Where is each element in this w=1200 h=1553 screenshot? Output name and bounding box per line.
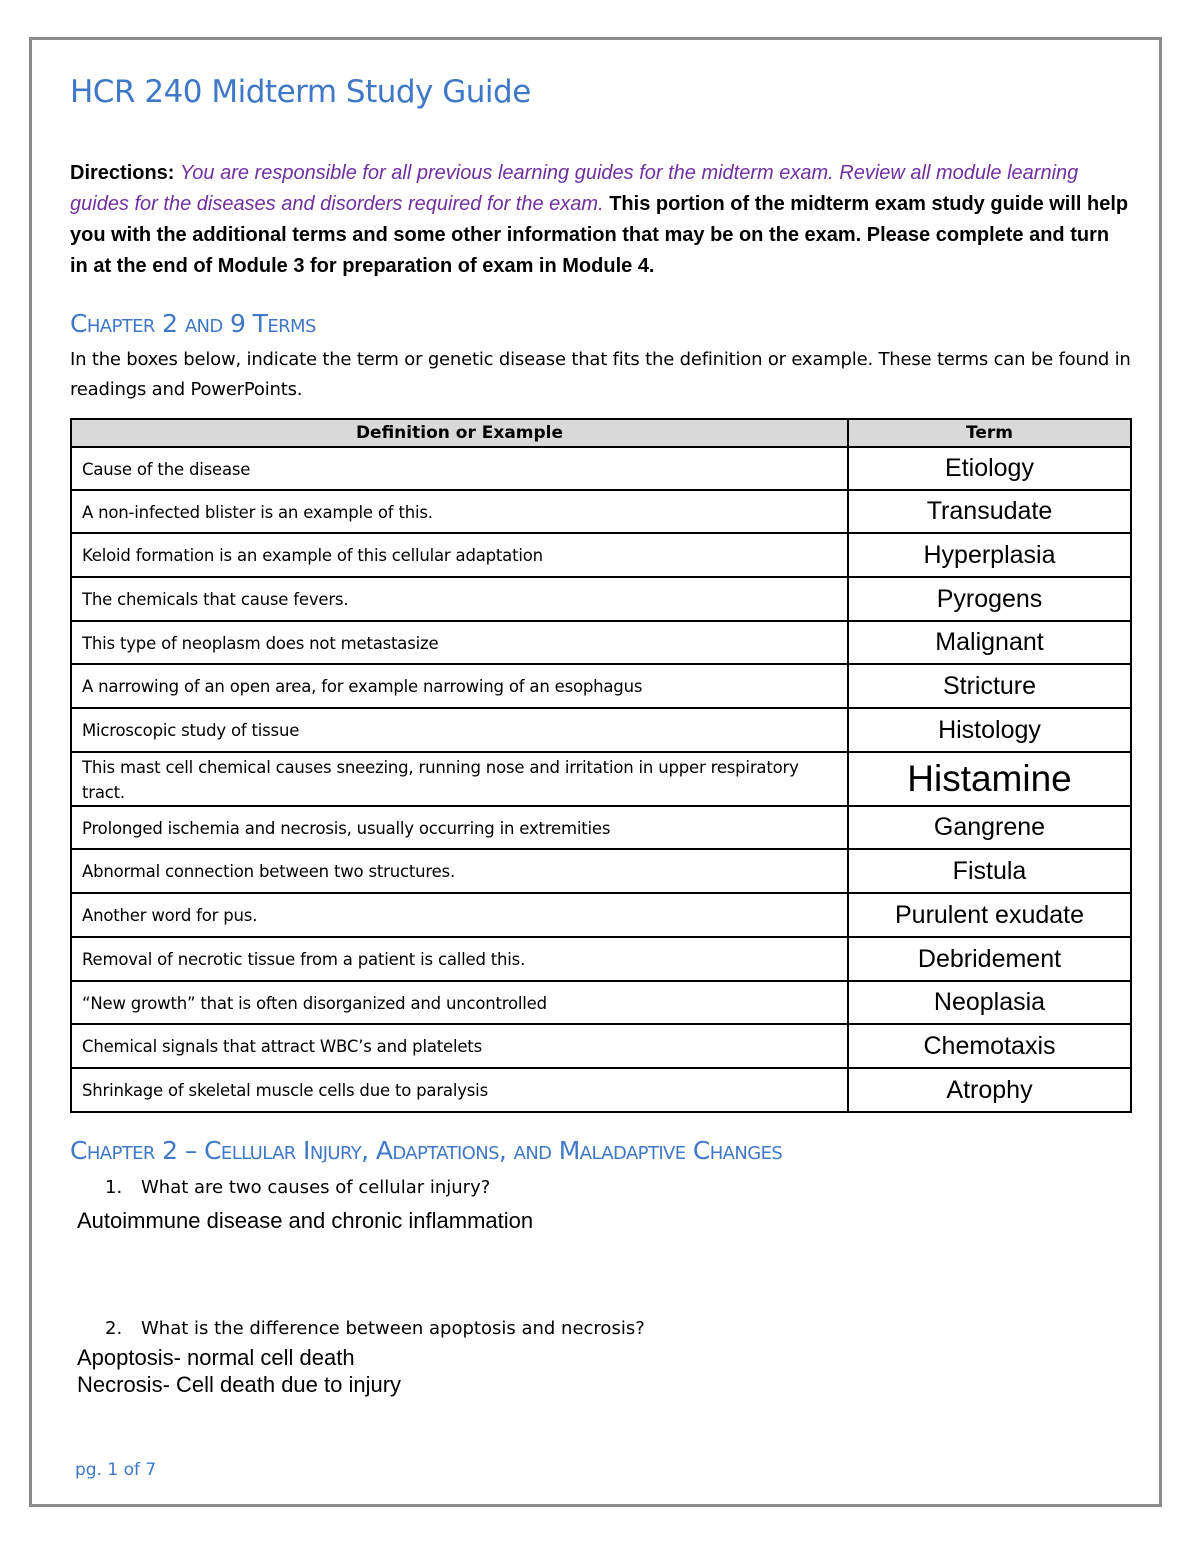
table-row (71, 490, 1131, 533)
table-header-row (71, 419, 1131, 447)
table-row (71, 806, 1131, 849)
definition-cell: The chemicals that cause fevers. (71, 577, 848, 621)
column-header-term: Term (848, 419, 1131, 447)
answer-line: Apoptosis- normal cell death (77, 1345, 355, 1370)
table-row (71, 937, 1131, 981)
definition-cell: Prolonged ischemia and necrosis, usually occurring in extremities (71, 806, 848, 849)
table-row (71, 708, 1131, 752)
term-cell: Gangrene (848, 806, 1131, 849)
table-row (71, 533, 1131, 577)
definition-cell: Removal of necrotic tissue from a patient is called this. (71, 937, 848, 981)
definition-cell: Keloid formation is an example of this cellular adaptation (71, 533, 848, 577)
definition-cell: This type of neoplasm does not metastasize (71, 621, 848, 664)
table-row (71, 1068, 1131, 1112)
section-intro: In the boxes below, indicate the term or genetic disease that fits the definition or example. These terms can be found in readings and PowerPoints. (70, 349, 1131, 400)
question-number: 1. (105, 1177, 123, 1198)
term-cell: Histamine (848, 752, 1131, 806)
question-text: What is the difference between apoptosis and necrosis? (141, 1318, 645, 1339)
section-heading-terms: Chapter 2 and 9 Terms (70, 309, 316, 338)
table-row (71, 893, 1131, 937)
term-cell: Transudate (848, 490, 1131, 533)
page-number-footer: pg. 1 of 7 (75, 1460, 157, 1480)
directions-italic-text: You are responsible for all previous learning guides for the midterm exam. Review all module learning guides for the diseases and disorders required for the exam. (70, 162, 1079, 215)
column-header-definition: Definition or Example (71, 419, 848, 447)
terms-table (70, 418, 1132, 1113)
definition-cell: “New growth” that is often disorganized and uncontrolled (71, 981, 848, 1024)
question-1 (105, 1177, 490, 1198)
definition-cell: Chemical signals that attract WBC’s and platelets (71, 1024, 848, 1068)
table-row (71, 981, 1131, 1024)
answer-2 (77, 1344, 401, 1398)
definition-cell: Cause of the disease (71, 447, 848, 490)
term-cell: Fistula (848, 849, 1131, 893)
term-cell: Histology (848, 708, 1131, 752)
definition-cell: Shrinkage of skeletal muscle cells due to paralysis (71, 1068, 848, 1112)
term-cell: Stricture (848, 664, 1131, 708)
definition-cell: A non-infected blister is an example of this. (71, 490, 848, 533)
answer-line: Necrosis- Cell death due to injury (77, 1372, 402, 1397)
section-heading-cellular-injury: Chapter 2 – Cellular Injury, Adaptations, and Maladaptive Changes (70, 1136, 783, 1165)
definition-cell: This mast cell chemical causes sneezing, running nose and irritation in upper respiratory tract. (71, 752, 848, 806)
question-2 (105, 1318, 645, 1339)
term-cell: Hyperplasia (848, 533, 1131, 577)
question-number: 2. (105, 1318, 123, 1339)
table-row (71, 621, 1131, 664)
table-row (71, 849, 1131, 893)
term-cell: Etiology (848, 447, 1131, 490)
table-row (71, 1024, 1131, 1068)
directions-bold-text: This portion of the midterm exam study guide will help you with the additional terms and some other information that may be on the exam. Please complete and turn in at the end of Module 3 for preparation of exam in Module 4. (70, 193, 1129, 277)
table-row (71, 664, 1131, 708)
directions-paragraph (70, 158, 1130, 282)
definition-cell: Microscopic study of tissue (71, 708, 848, 752)
table-row (71, 577, 1131, 621)
term-cell: Purulent exudate (848, 893, 1131, 937)
directions-label: Directions: (70, 162, 175, 184)
term-cell: Pyrogens (848, 577, 1131, 621)
term-cell: Atrophy (848, 1068, 1131, 1112)
term-cell: Malignant (848, 621, 1131, 664)
table-row (71, 752, 1131, 806)
definition-cell: A narrowing of an open area, for example narrowing of an esophagus (71, 664, 848, 708)
question-text: What are two causes of cellular injury? (141, 1177, 491, 1198)
definition-cell: Another word for pus. (71, 893, 848, 937)
answer-line: Autoimmune disease and chronic inflammation (77, 1208, 534, 1233)
definition-cell: Abnormal connection between two structures. (71, 849, 848, 893)
answer-1 (77, 1207, 533, 1234)
term-cell: Chemotaxis (848, 1024, 1131, 1068)
term-cell: Neoplasia (848, 981, 1131, 1024)
table-row (71, 447, 1131, 490)
term-cell: Debridement (848, 937, 1131, 981)
page-title: HCR 240 Midterm Study Guide (70, 74, 531, 110)
